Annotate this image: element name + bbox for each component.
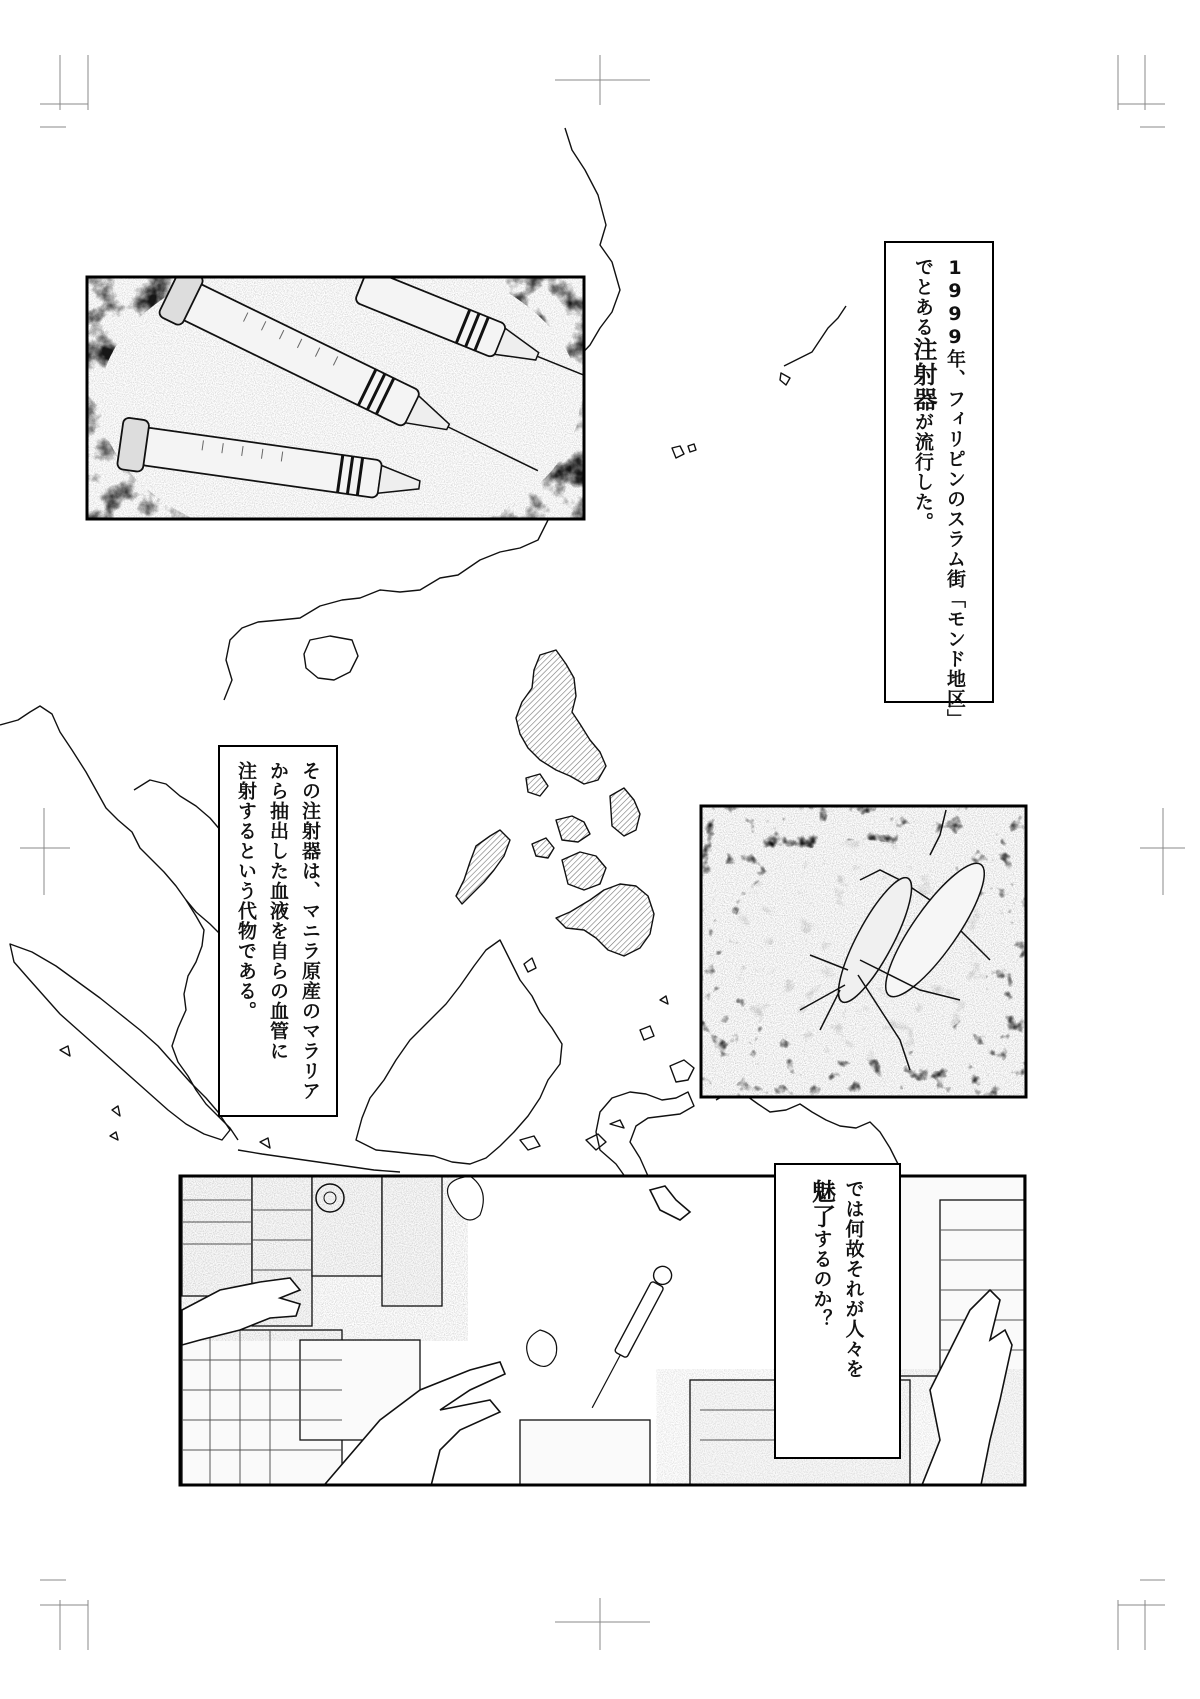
caption-box-2 <box>218 745 338 1117</box>
caption-1-emphasis: 注射器 <box>909 337 937 412</box>
caption-2-line-2: から抽出した血液を自らの血管に <box>267 761 289 1061</box>
philippines <box>456 650 654 956</box>
caption-3-line-2b: するのか？ <box>810 1229 833 1329</box>
caption-3-line-1: では何故それが人々を <box>842 1179 865 1379</box>
panel-mosquito <box>701 806 1026 1097</box>
caption-1-line-1: 1999年、フィリピンのスラム街「モンド地区」 <box>944 257 966 729</box>
caption-box-1 <box>884 241 994 729</box>
caption-2-line-3: 注射するという代物である。 <box>235 761 257 1021</box>
caption-1-line-2 <box>910 257 936 532</box>
caption-3-emphasis: 魅了 <box>807 1179 836 1229</box>
caption-3-line-2 <box>809 1179 835 1329</box>
caption-box-3 <box>774 1163 901 1459</box>
caption-1-line-2c: が流行した。 <box>912 412 934 532</box>
caption-2-line-1: その注射器は、マニラ原産のマラリア <box>299 761 321 1101</box>
panel-syringes <box>87 250 637 550</box>
caption-1-line-2a: でとある <box>912 257 934 337</box>
